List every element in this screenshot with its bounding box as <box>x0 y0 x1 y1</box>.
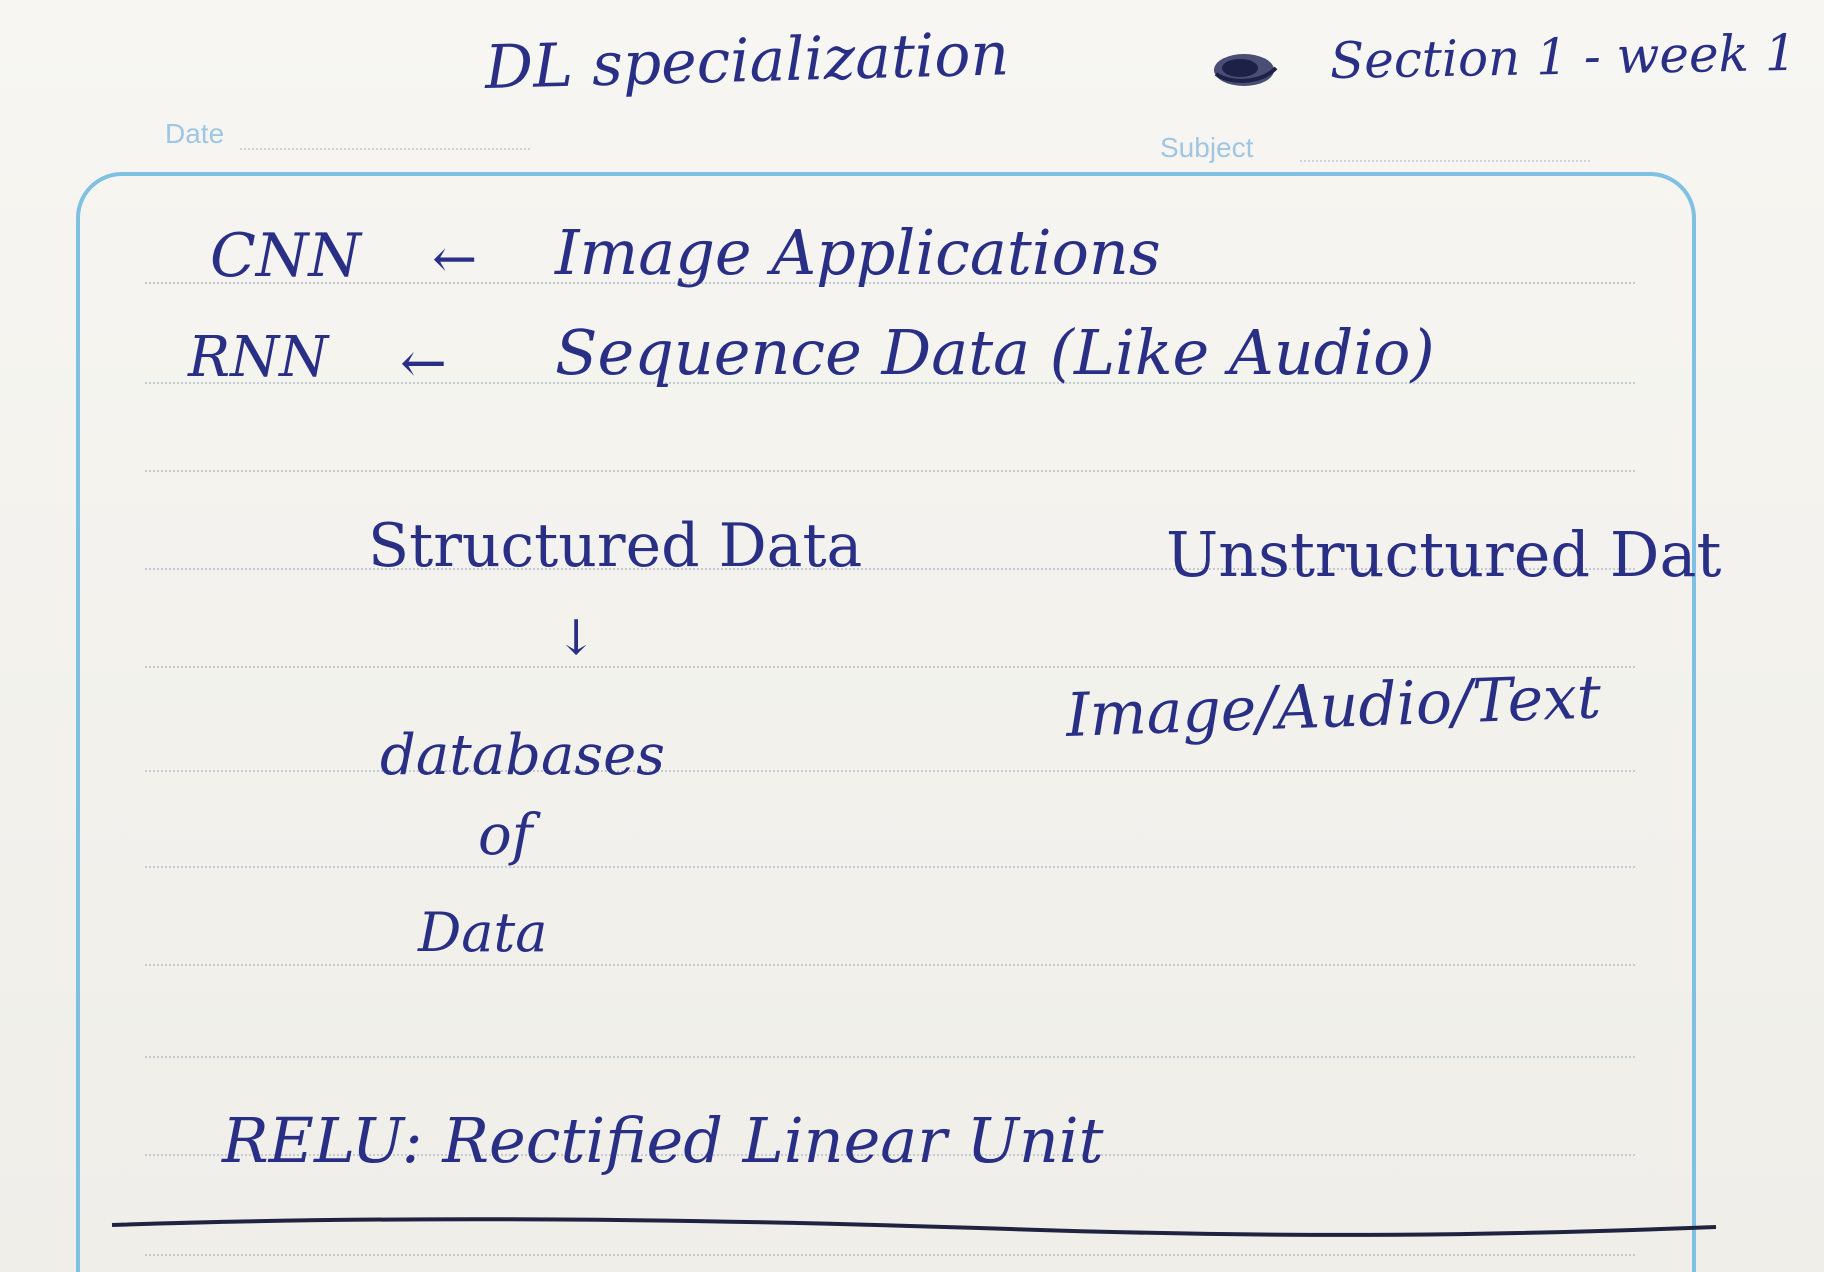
relu-definition: RELU: Rectified Linear Unit <box>222 1104 1104 1177</box>
cnn-arrow: ← <box>432 227 478 290</box>
unstructured-examples: Image/Audio/Text <box>1064 662 1603 751</box>
hand-drawn-rule <box>110 1205 1720 1245</box>
rnn-meaning: Sequence Data (Like Audio) <box>555 316 1435 389</box>
rnn-term: RNN <box>188 325 329 390</box>
unstructured-heading: Unstructured Dat <box>1166 518 1722 591</box>
ink-scribble-icon <box>1210 48 1280 92</box>
ruled-line <box>145 770 1635 772</box>
subject-dotted-line <box>1300 160 1590 162</box>
ruled-line <box>145 1056 1635 1058</box>
ruled-line <box>145 866 1635 868</box>
cnn-term: CNN <box>210 221 361 291</box>
date-dotted-line <box>240 148 530 150</box>
structured-data: Data <box>418 901 548 964</box>
cnn-meaning: Image Applications <box>555 216 1161 289</box>
rnn-arrow: ← <box>400 331 447 396</box>
ruled-line <box>145 470 1635 472</box>
header-title: DL specialization <box>484 19 1010 103</box>
ruled-line <box>145 964 1635 966</box>
subject-label: Subject <box>1160 132 1254 163</box>
structured-of: of <box>478 803 533 868</box>
structured-databases: databases <box>380 723 665 788</box>
header-section: Section 1 - week 1 <box>1329 23 1798 90</box>
ruled-line <box>145 666 1635 668</box>
structured-arrow: ↓ <box>556 610 597 666</box>
date-label: Date <box>165 118 225 149</box>
ruled-line <box>145 1254 1635 1256</box>
structured-heading: Structured Data <box>368 511 863 581</box>
